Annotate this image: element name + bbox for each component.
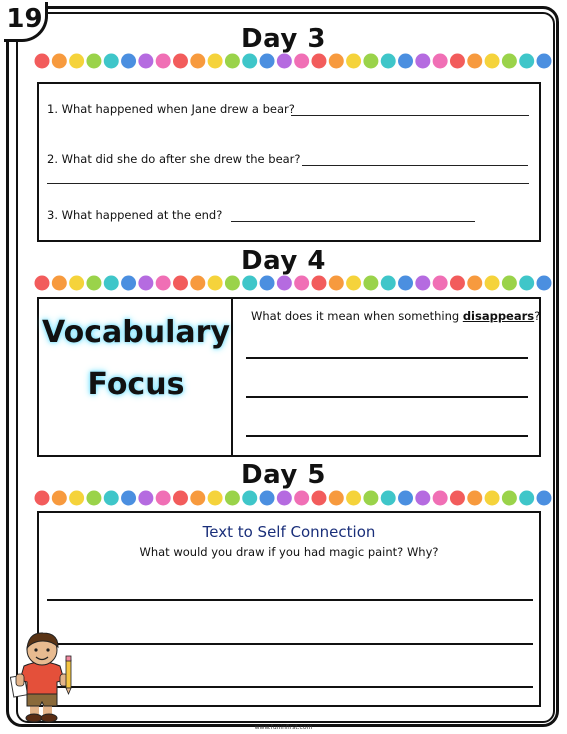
decorative-dot — [502, 276, 517, 291]
decorative-dot — [398, 491, 413, 506]
decorative-dot — [260, 54, 275, 69]
decorative-dot — [208, 276, 223, 291]
decorative-dot — [225, 54, 240, 69]
decorative-dot — [173, 491, 188, 506]
decorative-dot — [190, 54, 205, 69]
decorative-dot — [433, 276, 448, 291]
decorative-dot — [225, 276, 240, 291]
decorative-dot — [173, 276, 188, 291]
decorative-dot — [519, 491, 534, 506]
decorative-dot — [190, 491, 205, 506]
decorative-dot — [104, 491, 119, 506]
vocab-answer-line-2[interactable] — [246, 396, 528, 398]
page-number: 19 — [4, 2, 48, 42]
decorative-dot — [35, 491, 50, 506]
decorative-dot — [381, 54, 396, 69]
day5-title: Day 5 — [241, 460, 326, 490]
vocab-prompt-text: What does it mean when something — [251, 309, 463, 323]
decorative-dot — [467, 491, 482, 506]
decorative-dot — [156, 54, 171, 69]
vocab-divider — [231, 299, 233, 455]
answer-line-3[interactable] — [231, 221, 475, 222]
decorative-dot — [86, 276, 101, 291]
question-2: 2. What did she do after she drew the bear? — [47, 152, 301, 166]
decorative-dot — [363, 54, 378, 69]
decorative-dot — [519, 276, 534, 291]
decorative-dot — [208, 54, 223, 69]
decorative-dot — [69, 276, 84, 291]
connection-line-3[interactable] — [47, 686, 533, 688]
connection-prompt: What would you draw if you had magic paint? Why? — [139, 545, 439, 559]
connection-line-2[interactable] — [47, 643, 533, 645]
decorative-dot — [519, 54, 534, 69]
vocab-answer-line-3[interactable] — [246, 435, 528, 437]
decorative-dot — [156, 491, 171, 506]
day3-title: Day 3 — [241, 24, 326, 54]
decorative-dot — [121, 491, 136, 506]
decorative-dot — [363, 276, 378, 291]
decorative-dot — [121, 276, 136, 291]
decorative-dot — [52, 491, 67, 506]
decorative-dot — [225, 491, 240, 506]
decorative-dot — [329, 491, 344, 506]
decorative-dot — [138, 276, 153, 291]
vocab-prompt — [251, 309, 540, 323]
decorative-dot — [52, 54, 67, 69]
decorative-dot — [86, 54, 101, 69]
decorative-dot — [537, 491, 552, 506]
decorative-dot — [346, 54, 361, 69]
decorative-dot — [346, 491, 361, 506]
day3-question-box — [37, 82, 541, 242]
decorative-dot — [467, 54, 482, 69]
decorative-dot — [485, 276, 500, 291]
decorative-dot — [277, 54, 292, 69]
decorative-dot — [381, 491, 396, 506]
decorative-dot — [260, 276, 275, 291]
decorative-dot — [294, 276, 309, 291]
decorative-dot — [502, 491, 517, 506]
day4-vocab-box — [37, 297, 541, 457]
decorative-dot — [363, 491, 378, 506]
decorative-dot — [485, 491, 500, 506]
decorative-dot — [260, 491, 275, 506]
decorative-dot — [398, 276, 413, 291]
decorative-dot — [156, 276, 171, 291]
footer-url: www.funinfirst.com — [254, 724, 313, 731]
answer-line-2a[interactable] — [302, 165, 528, 166]
vocab-label-line2: Focus — [87, 367, 185, 402]
decorative-dot — [450, 491, 465, 506]
decorative-dot — [138, 54, 153, 69]
decorative-dot — [502, 54, 517, 69]
decorative-dot — [35, 54, 50, 69]
decorative-dot — [450, 54, 465, 69]
decorative-dot — [86, 491, 101, 506]
decorative-dot — [242, 54, 257, 69]
answer-line-1[interactable] — [291, 115, 529, 116]
day4-title: Day 4 — [241, 246, 326, 276]
day4-dot-border — [34, 275, 552, 291]
decorative-dot — [415, 54, 430, 69]
connection-line-1[interactable] — [47, 599, 533, 601]
day5-connection-box — [37, 511, 541, 707]
decorative-dot — [277, 276, 292, 291]
decorative-dot — [242, 276, 257, 291]
decorative-dot — [311, 54, 326, 69]
decorative-dot — [398, 54, 413, 69]
decorative-dot — [415, 491, 430, 506]
decorative-dot — [294, 491, 309, 506]
decorative-dot — [121, 54, 136, 69]
question-3: 3. What happened at the end? — [47, 208, 223, 222]
decorative-dot — [346, 276, 361, 291]
decorative-dot — [294, 54, 309, 69]
decorative-dot — [138, 491, 153, 506]
decorative-dot — [208, 491, 223, 506]
decorative-dot — [173, 54, 188, 69]
day3-dot-border — [34, 53, 552, 69]
decorative-dot — [467, 276, 482, 291]
decorative-dot — [69, 54, 84, 69]
vocab-label-line1: Vocabulary — [42, 315, 230, 350]
decorative-dot — [311, 276, 326, 291]
answer-line-2b[interactable] — [47, 183, 529, 184]
decorative-dot — [104, 276, 119, 291]
decorative-dot — [415, 276, 430, 291]
day5-dot-border — [34, 490, 552, 506]
decorative-dot — [329, 276, 344, 291]
decorative-dot — [277, 491, 292, 506]
decorative-dot — [52, 276, 67, 291]
decorative-dot — [381, 276, 396, 291]
decorative-dot — [311, 491, 326, 506]
kid-with-pencil-illustration — [10, 628, 76, 724]
vocab-answer-line-1[interactable] — [246, 357, 528, 359]
decorative-dot — [242, 491, 257, 506]
decorative-dot — [537, 276, 552, 291]
vocab-keyword: disappears — [462, 309, 535, 323]
decorative-dot — [35, 276, 50, 291]
decorative-dot — [450, 276, 465, 291]
decorative-dot — [537, 54, 552, 69]
vocab-prompt-end: ? — [534, 309, 541, 323]
decorative-dot — [433, 491, 448, 506]
connection-heading: Text to Self Connection — [202, 523, 376, 541]
decorative-dot — [104, 54, 119, 69]
decorative-dot — [329, 54, 344, 69]
question-1: 1. What happened when Jane drew a bear? — [47, 102, 295, 116]
decorative-dot — [69, 491, 84, 506]
decorative-dot — [433, 54, 448, 69]
decorative-dot — [485, 54, 500, 69]
decorative-dot — [190, 276, 205, 291]
